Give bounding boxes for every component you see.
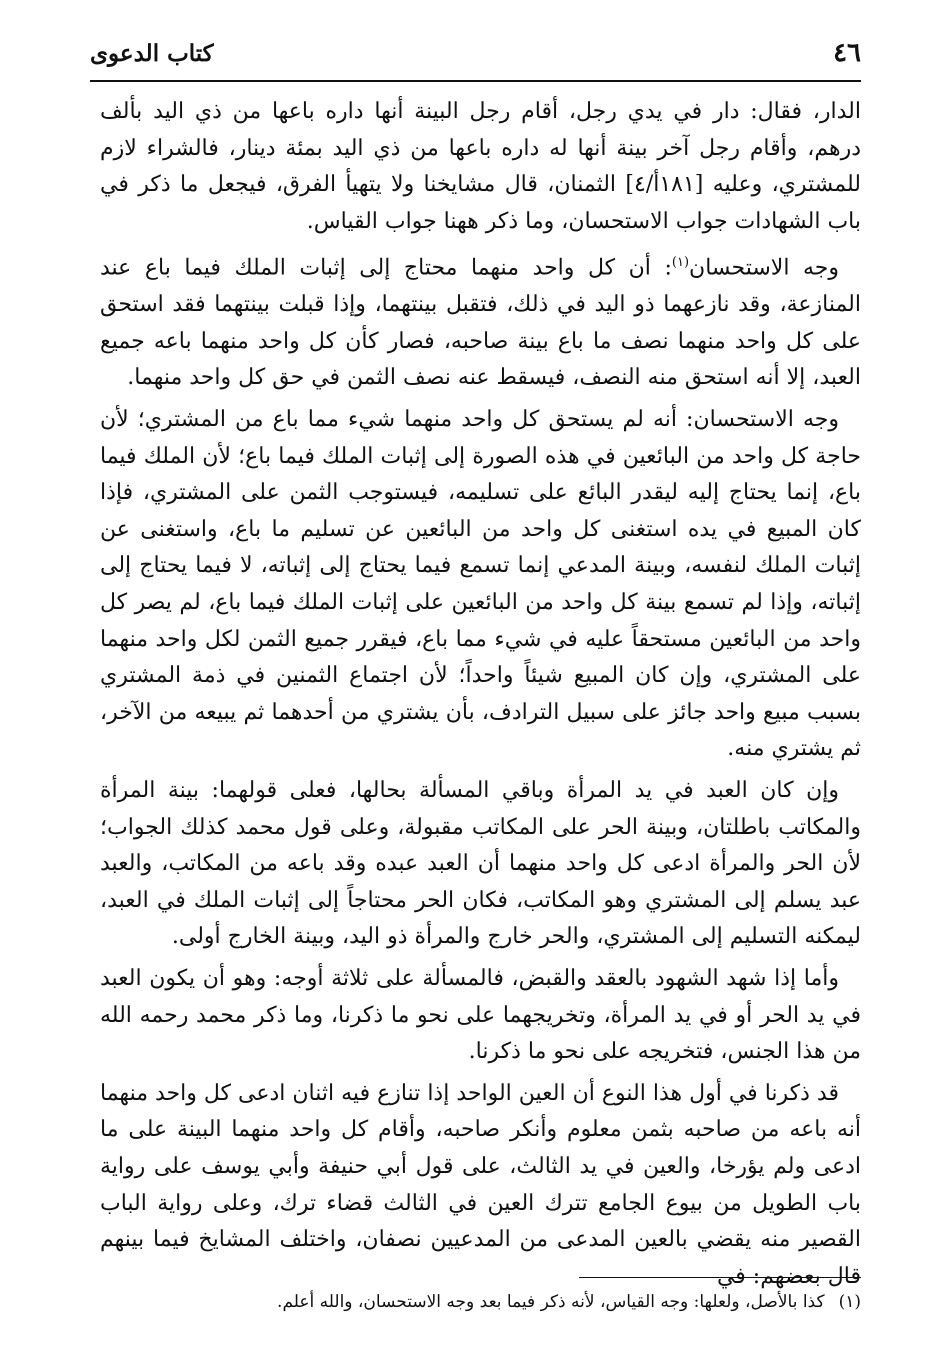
paragraph: وجه الاستحسان$^{(١)}$: أن كل واحد منهما محتاج إلى إثبات الملك فيما باع عند المنازعة، وقد نازعهما ذو اليد في ذلك، فتقبل بينتهما، وإذا قبلت بينتهما فقد استحق على كل واحد منهما نصف ما باع بينة صاحبه، فصار كأن كل واحد منهما باعه جميع العبد، إلا أنه استحق منه النصف، فيسقط عنه نصف الثمن في حق كل واحد منهما. [100, 255, 861, 391]
footnote-divider [579, 1277, 861, 1278]
paragraph: قد ذكرنا في أول هذا النوع أن العين الواحد إذا تنازع فيه اثنان ادعى كل واحد منهما أنه باعه من صاحبه بثمن معلوم وأنكر صاحبه، وأقام كل واحد منهما البينة على ما ادعى ولم يؤرخا، والعين في يد الثالث، على قول أبي حنيفة وأبي يوسف على رواية باب الطويل من بيوع الجامع تترك العين في الثالث قضاء ترك، وعلى رواية الباب القصير منه يقضي بالعين المدعى من المدعيين نصفان، واختلف المشايخ فيما بينهم قال بعضهم: في [100, 1080, 861, 1289]
paragraph-text: أن كل واحد منهما محتاج إلى إثبات الملك فيما باع عند المنازعة، وقد نازعهما ذو اليد في ذلك، فتقبل بينتهما، وإذا قبلت بينتهما فقد استحق على كل واحد منهما نصف ما باع بينة صاحبه، فصار كأن كل واحد منهما باعه جميع العبد، إلا أنه استحق منه النصف، فيسقط عنه نصف الثمن في حق كل واحد منهما. [100, 255, 861, 391]
page-header [90, 38, 861, 78]
paragraph: وجه الاستحسان: أنه لم يستحق كل واحد منهما شيء مما باع من المشتري؛ لأن حاجة كل واحد من البائعين في هذه الصورة إلى إثبات الملك فيما باع؛ لأن الملك فيما باع، إنما يحتاج إليه ليقدر البائع على تسليمه، فيستوجب الثمن على المشتري، فإذا كان المبيع في يده استغنى كل واحد من البائعين عن تسليم ما باع، واستغنى عن إثبات الملك لنفسه، وبينة المدعي إنما تسمع فيما يحتاج إلى إثباته، لا فيما يحتاج إلى إثباته، وإذا لم تسمع بينة كل واحد من البائعين على إثبات الملك فيما باع، لم يصر كل واحد من البائعين مستحقاً عليه في شيء مما باع، فيقرر جميع الثمن لكل واحد منهما على المشتري، وإن كان المبيع شيئاً واحداً؛ لأن اجتماع الثمنين في ذمة المشتري بسبب مبيع واحد جائز على سبيل الترادف، بأن يشتري من أحدهما ثم يبيعه من الآخر، ثم يشتري منه. [100, 407, 861, 762]
paragraph: وأما إذا شهد الشهود بالعقد والقبض، فالمسألة على ثلاثة أوجه: وهو أن يكون العبد في يد الحر أو في يد المرأة، وتخريجهما على نحو ما ذكرنا، وما ذكر محمد رحمه الله من هذا الجنس، فتخريجه على نحو ما ذكرنا. [100, 965, 861, 1065]
header-divider [90, 80, 861, 82]
istihsan-lead: وجه الاستحسان [689, 255, 840, 281]
paragraph: وإن كان العبد في يد المرأة وباقي المسألة بحالها، فعلى قولهما: بينة المرأة والمكاتب باطلتان، وبينة الحر على المكاتب مقبولة، وعلى قول محمد كذلك الجواب؛ لأن الحر والمرأة ادعى كل واحد منهما أن العبد عبده وقد باعه من المكاتب، والعبد عبد يسلم إلى المشتري وهو المكاتب، فكان الحر محتاجاً إلى إثبات الملك في العبد، ليمكنه التسليم إلى المشتري، والحر خارج والمرأة ذو اليد، وبينة الخارج أولى. [100, 778, 861, 950]
main-text [100, 94, 861, 1300]
running-title: كتاب الدعوى [90, 40, 214, 67]
footnote-reference[interactable]: (١) [671, 255, 690, 271]
page-number: ٤٦ [833, 38, 861, 68]
footnote [100, 1288, 861, 1316]
footnote-marker: (١) [838, 1292, 861, 1312]
paragraph: الدار، فقال: دار في يدي رجل، أقام رجل البينة أنها داره باعها من ذي اليد بألف درهم، وأقام رجل آخر بينة أنها له داره باعها من ذي اليد بمئة دينار، فالشراء لازم للمشتري، وعليه [١٨١أ/٤] الثمنان، قال مشايخنا ولا يتهيأ الفرق، فيجعل ما ذكر في باب الشهادات جواب الاستحسان، وما ذكر ههنا جواب القياس. [100, 99, 861, 234]
footnote-text: كذا بالأصل، ولعلها: وجه القياس، لأنه ذكر فيما بعد وجه الاستحسان، والله أعلم. [277, 1292, 825, 1312]
